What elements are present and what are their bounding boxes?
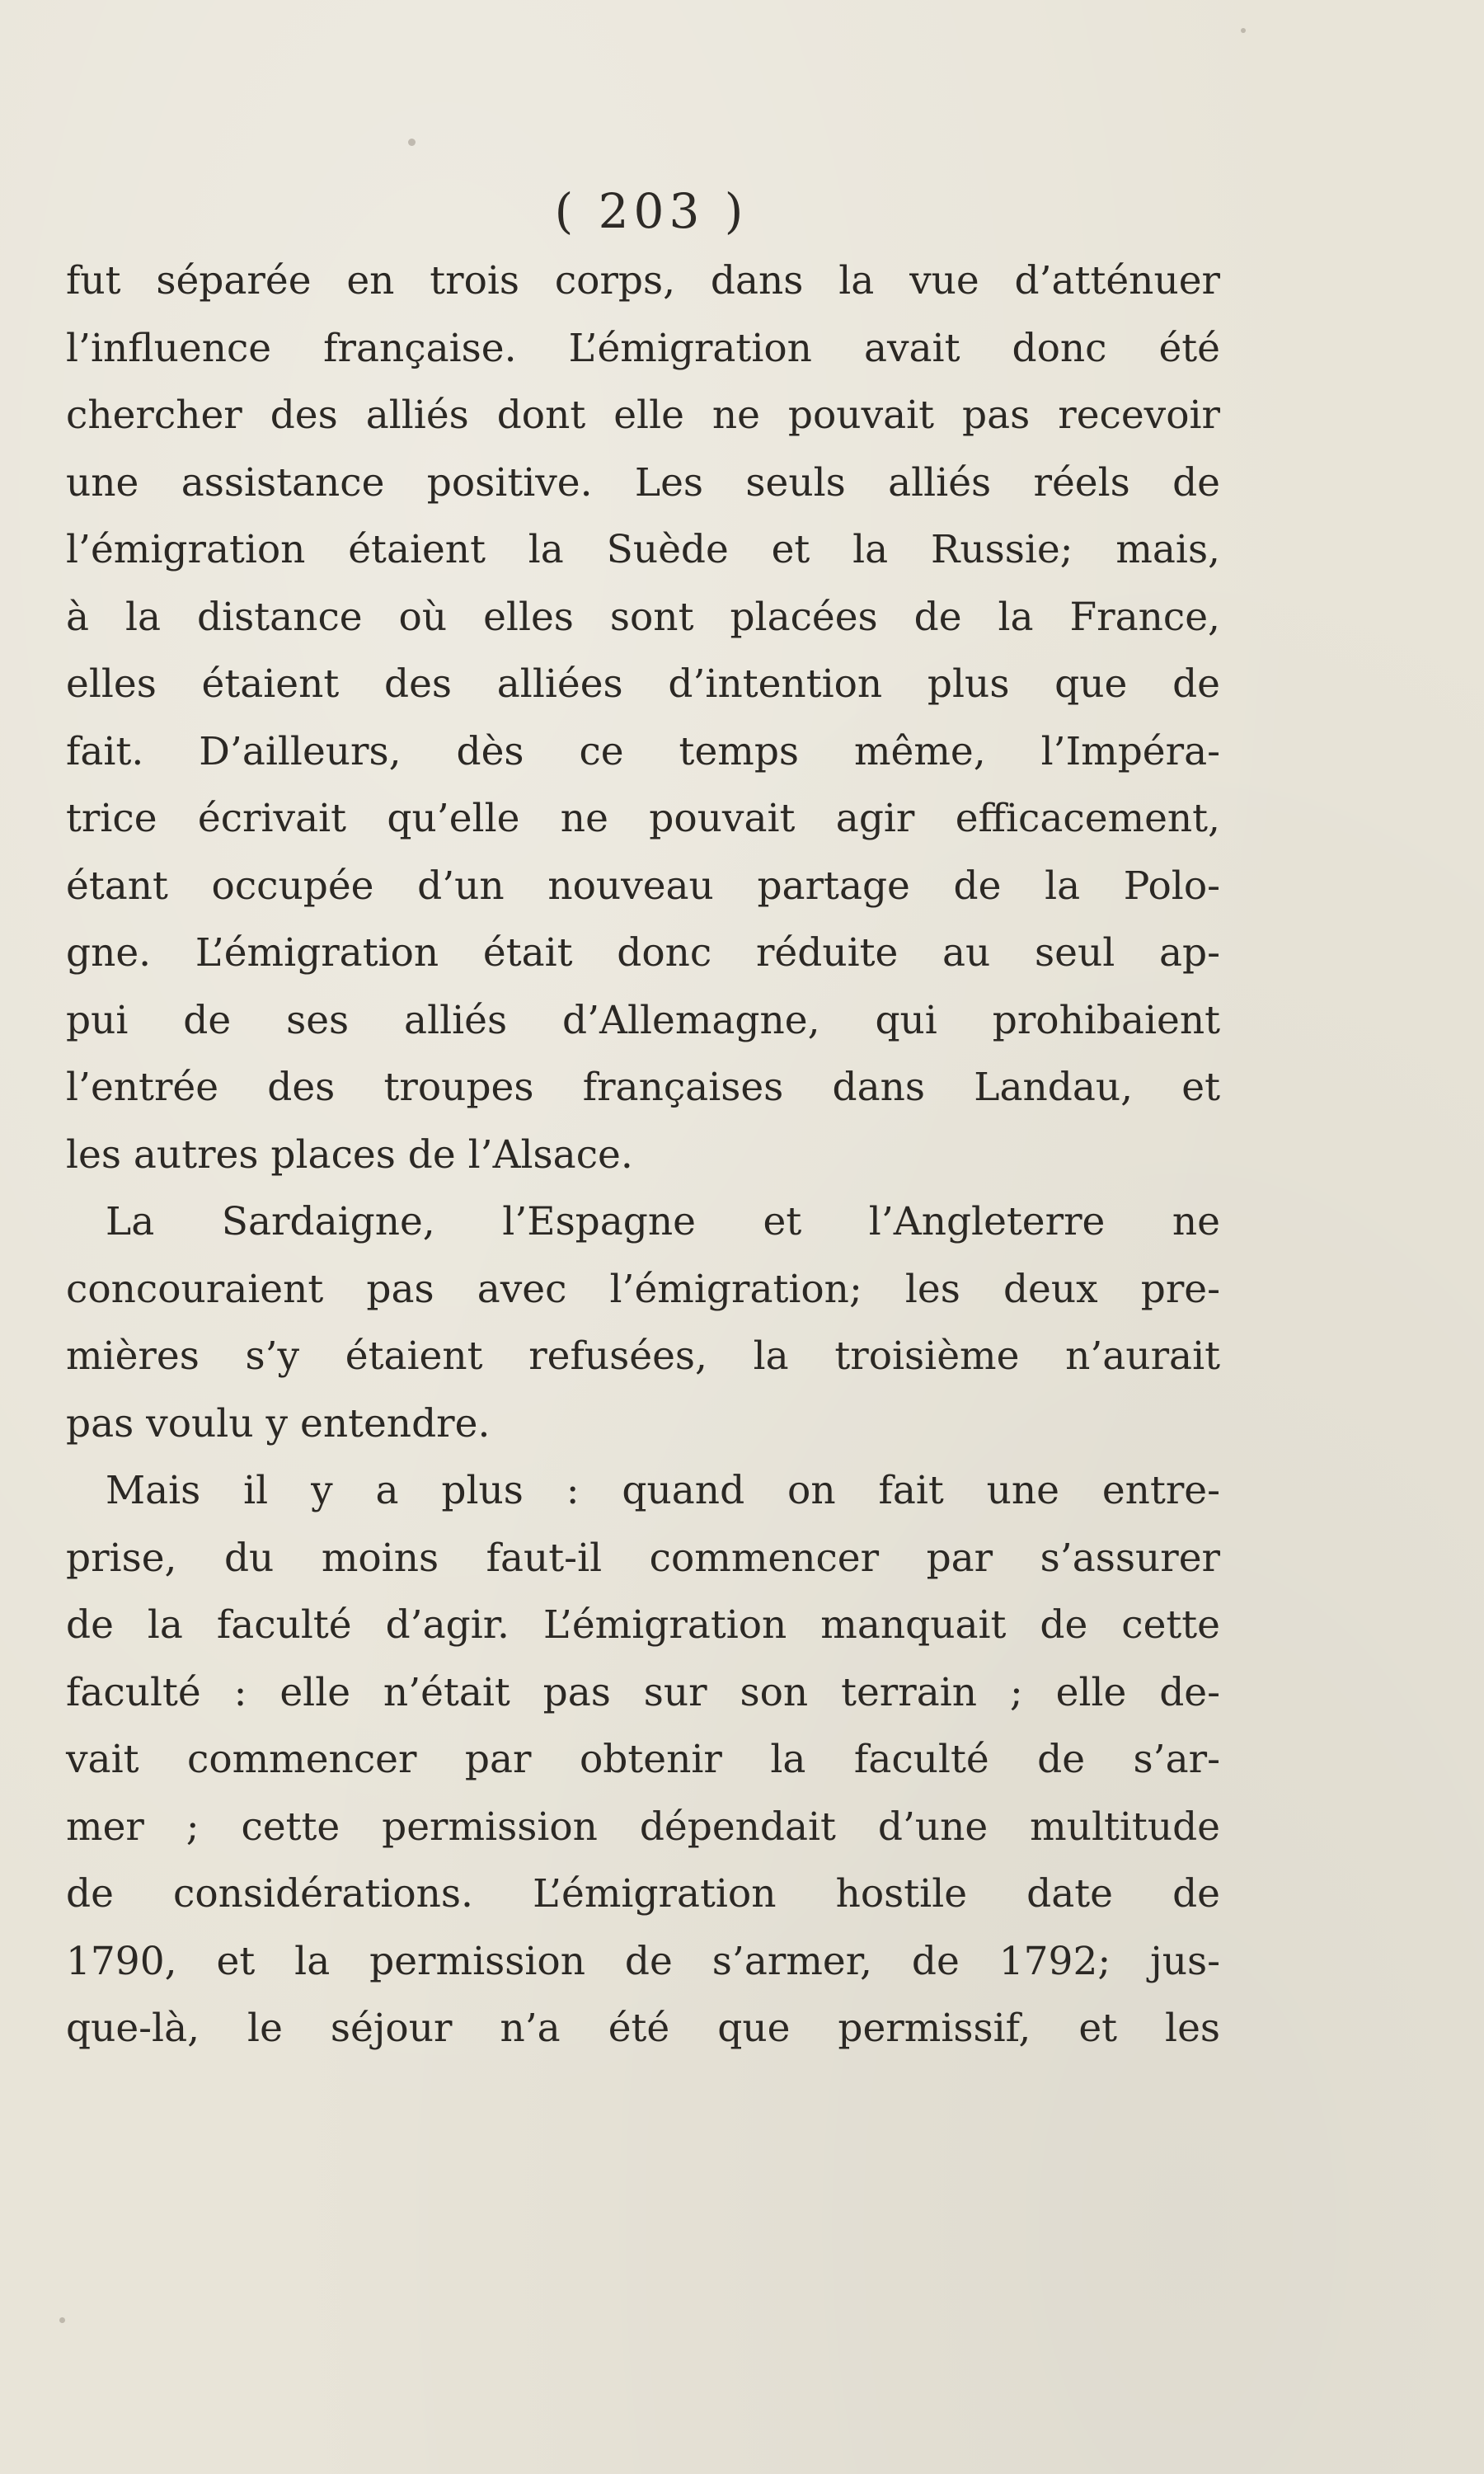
text-line: fut séparée en trois corps, dans la vue d’atténuer [66, 258, 1220, 303]
text-line: La Sardaigne, l’Espagne et l’Angleterre ne [106, 1199, 1220, 1244]
paragraph-p2 [66, 1188, 1220, 1457]
text-line: l’entrée des troupes françaises dans Landau, et [66, 1065, 1220, 1110]
paper-speck [59, 2317, 65, 2323]
paper-speck [408, 139, 416, 146]
text-line: les autres places de l’Alsace. [66, 1131, 633, 1178]
text-line: mières s’y étaient refusées, la troisième n’aurait [66, 1333, 1220, 1379]
text-line: à la distance où elles sont placées de la France, [66, 594, 1220, 640]
text-line: pui de ses alliés d’Allemagne, qui prohibaient [66, 997, 1220, 1043]
text-line: pas voulu y entendre. [66, 1400, 491, 1446]
text-line: prise, du moins faut-il commencer par s’assurer [66, 1535, 1220, 1581]
text-line: une assistance positive. Les seuls alliés réels de [66, 459, 1220, 506]
body-text [66, 247, 1220, 2062]
text-line: l’influence française. L’émigration avait donc été [66, 325, 1220, 371]
paragraph-p1 [66, 247, 1220, 1188]
text-line: mer ; cette permission dépendait d’une multitude [66, 1804, 1220, 1850]
text-line: que-là, le séjour n’a été que permissif, et les [66, 2006, 1220, 2051]
text-line: chercher des alliés dont elle ne pouvait pas recevoir [66, 393, 1220, 438]
text-line: gne. L’émigration était donc réduite au seul ap- [66, 930, 1220, 976]
text-line: étant occupée d’un nouveau partage de la Polo- [66, 863, 1220, 909]
text-line: vait commencer par obtenir la faculté de s’ar- [66, 1737, 1220, 1782]
paragraph-p3 [66, 1457, 1220, 2062]
text-line: de la faculté d’agir. L’émigration manquait de cette [66, 1602, 1220, 1648]
text-line: l’émigration étaient la Suède et la Russie; mais, [66, 527, 1220, 572]
paper-speck [1241, 28, 1246, 33]
text-line: elles étaient des alliées d’intention plus que de [66, 661, 1220, 707]
text-line: de considérations. L’émigration hostile date de [66, 1871, 1220, 1917]
text-line: faculté : elle n’était pas sur son terrain ; elle de- [66, 1669, 1220, 1715]
page-number-header: ( 203 ) [554, 183, 749, 239]
text-line: Mais il y a plus : quand on fait une entre- [106, 1468, 1220, 1513]
text-line: trice écrivait qu’elle ne pouvait agir efficacement, [66, 796, 1220, 841]
text-line: concouraient pas avec l’émigration; les deux pre- [66, 1266, 1220, 1312]
text-line: fait. D’ailleurs, dès ce temps même, l’Impéra- [66, 728, 1220, 774]
text-line: 1790, et la permission de s’armer, de 1792; jus- [66, 1938, 1220, 1984]
